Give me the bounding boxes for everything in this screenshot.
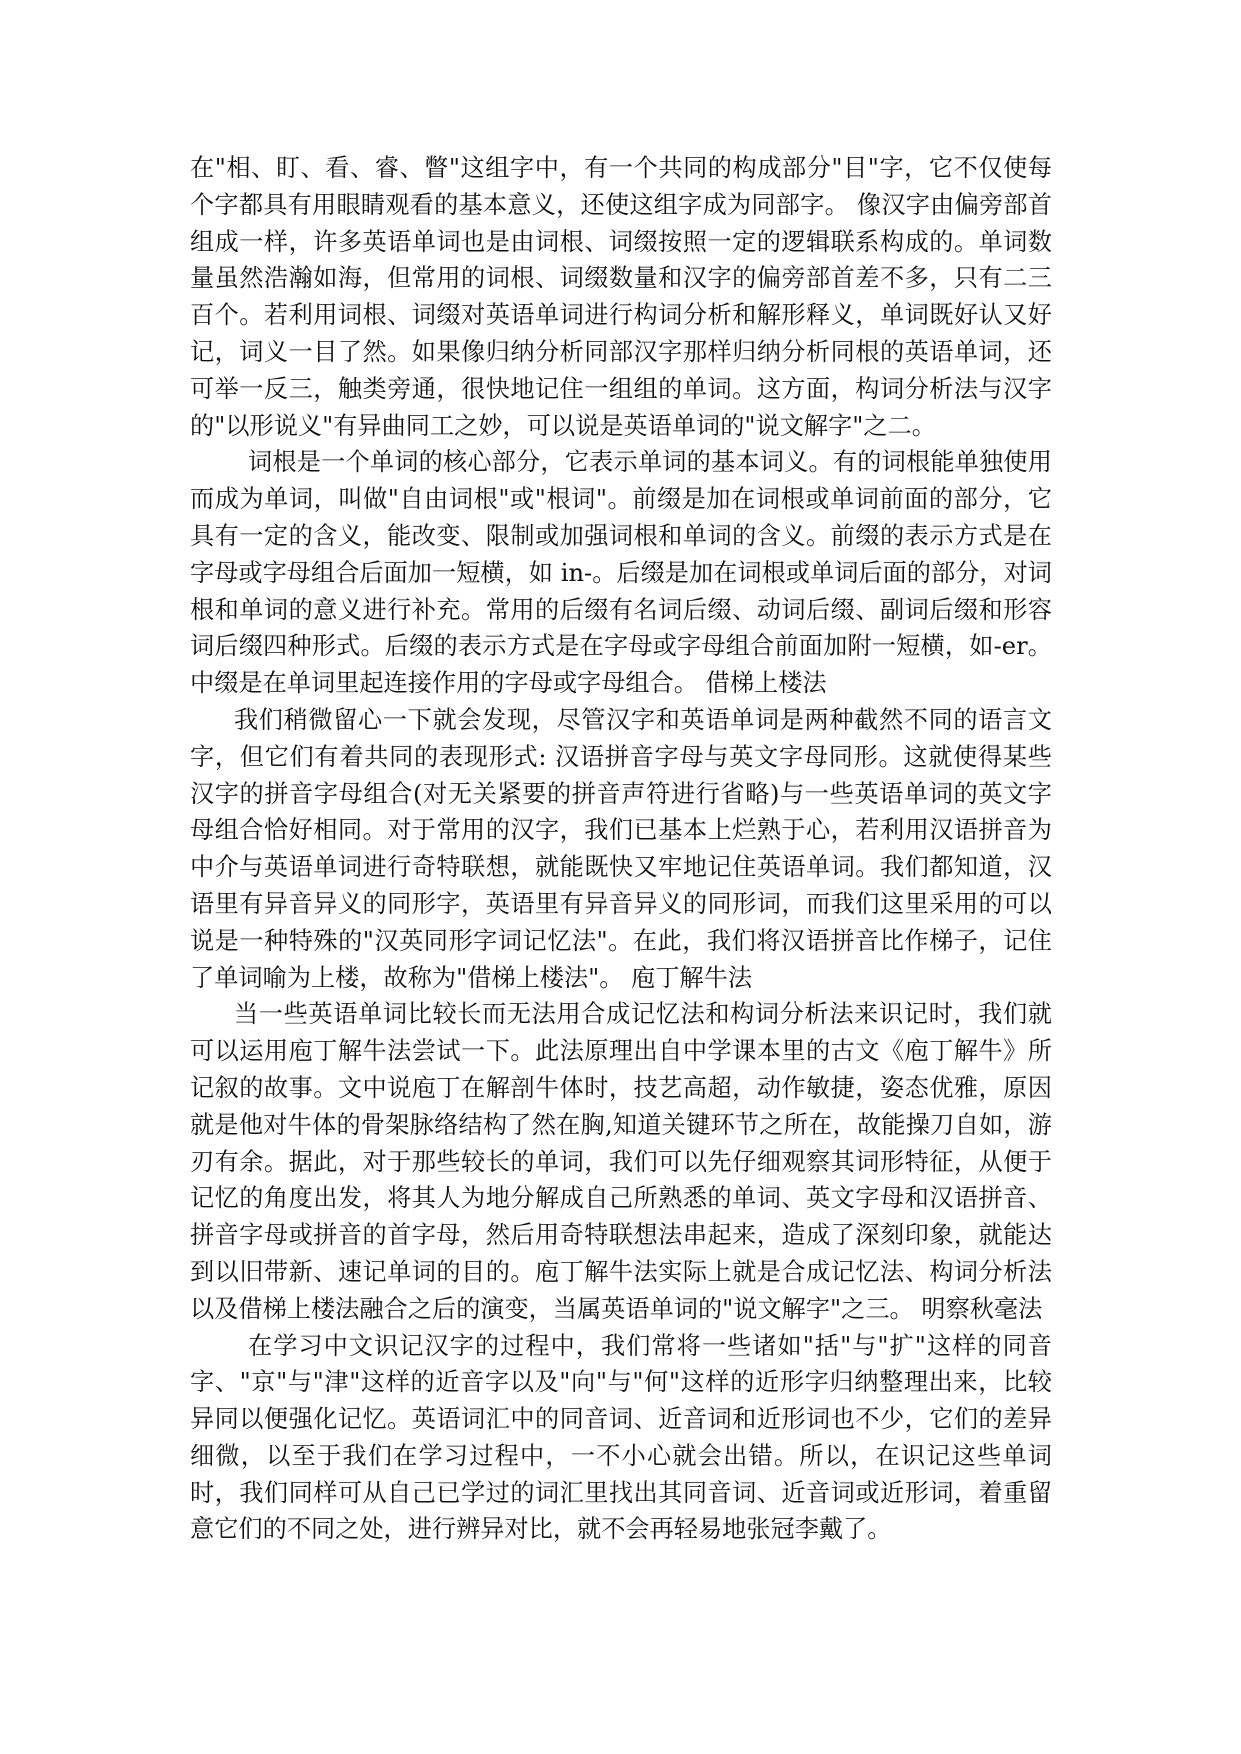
- document-body: [190, 150, 1052, 1548]
- paragraph-paoding-method: 当一些英语单词比较长而无法用合成记忆法和构词分析法来识记时，我们就可以运用庖丁解牛法尝试一下。此法原理出自中学课本里的古文《庖丁解牛》所记叙的故事。文中说庖丁在解剖牛体时，技艺高超，动作敏捷，姿态优雅，原因就是他对牛体的骨架脉络结构了然在胸,知道关键环节之所在，故能操刀自如，游刃有余。据此，对于那些较长的单词，我们可以先仔细观察其词形特征，从便于记忆的角度出发，将其人为地分解成自己所熟悉的单词、英文字母和汉语拼音、拼音字母或拼音的首字母，然后用奇特联想法串起来，造成了深刻印象，就能达到以旧带新、速记单词的目的。庖丁解牛法实际上就是合成记忆法、构词分析法以及借梯上楼法融合之后的演变，当属英语单词的"说文解字"之三。 明察秋毫法: [190, 1000, 1052, 1323]
- paragraph-word-roots-intro: 在"相、盯、看、睿、瞥"这组字中，有一个共同的构成部分"目"字，它不仅使每个字都具有用眼睛观看的基本意义，还使这组字成为同部字。 像汉字由偏旁部首组成一样，许多英语单词也是由词根、词缀按照一定的逻辑联系构成的。单词数量虽然浩瀚如海，但常用的词根、词缀数量和汉字的偏旁部首差不多，只有二三百个。若利用词根、词缀对英语单词进行构词分析和解形释义，单词既好认又好记，词义一目了然。如果像归纳分析同部汉字那样归纳分析同根的英语单词，还可举一反三，触类旁通，很快地记住一组组的单词。这方面，构词分析法与汉字的"以形说义"有异曲同工之妙，可以说是英语单词的"说文解字"之二。: [190, 154, 1052, 440]
- paragraph-affixes: 词根是一个单词的核心部分，它表示单词的基本词义。有的词根能单独使用而成为单词，叫做"自由词根"或"根词"。前缀是加在词根或单词前面的部分，它具有一定的含义，能改变、限制或加强词根和单词的含义。前缀的表示方式是在字母或字母组合后面加一短横，如 in-。后缀是加在词根或单词后面的部分，对词根和单词的意义进行补充。常用的后缀有名词后缀、动词后缀、副词后缀和形容词后缀四种形式。后缀的表示方式是在字母或字母组合前面加附一短横，如-er。中缀是在单词里起连接作用的字母或字母组合。 借梯上楼法: [190, 448, 1052, 698]
- paragraph-discernment-method: 在学习中文识记汉字的过程中，我们常将一些诸如"括"与"扩"这样的同音字、"京"与"津"这样的近音字以及"向"与"何"这样的近形字归纳整理出来，比较异同以便强化记忆。英语词汇中的同音词、近音词和近形词也不少，它们的差异细微，以至于我们在学习过程中，一不小心就会出错。所以，在识记这些单词时，我们同样可从自己已学过的词汇里找出其同音词、近音词或近形词，着重留意它们的不同之处，进行辨异对比，就不会再轻易地张冠李戴了。: [190, 1331, 1052, 1544]
- paragraph-pinyin-ladder: 我们稍微留心一下就会发现，尽管汉字和英语单词是两种截然不同的语言文字，但它们有着共同的表现形式: 汉语拼音字母与英文字母同形。这就使得某些汉字的拼音字母组合(对无关紧要的拼音声符进行省略)与一些英语单词的英文字母组合恰好相同。对于常用的汉字，我们已基本上烂熟于心，若利用汉语拼音为中介与英语单词进行奇特联想，就能既快又牢地记住英语单词。我们都知道，汉语里有异音异义的同形字，英语里有异音异义的同形词，而我们这里采用的可以说是一种特殊的"汉英同形字词记忆法"。在此，我们将汉语拼音比作梯子，记住了单词喻为上楼，故称为"借梯上楼法"。 庖丁解牛法: [190, 705, 1052, 992]
